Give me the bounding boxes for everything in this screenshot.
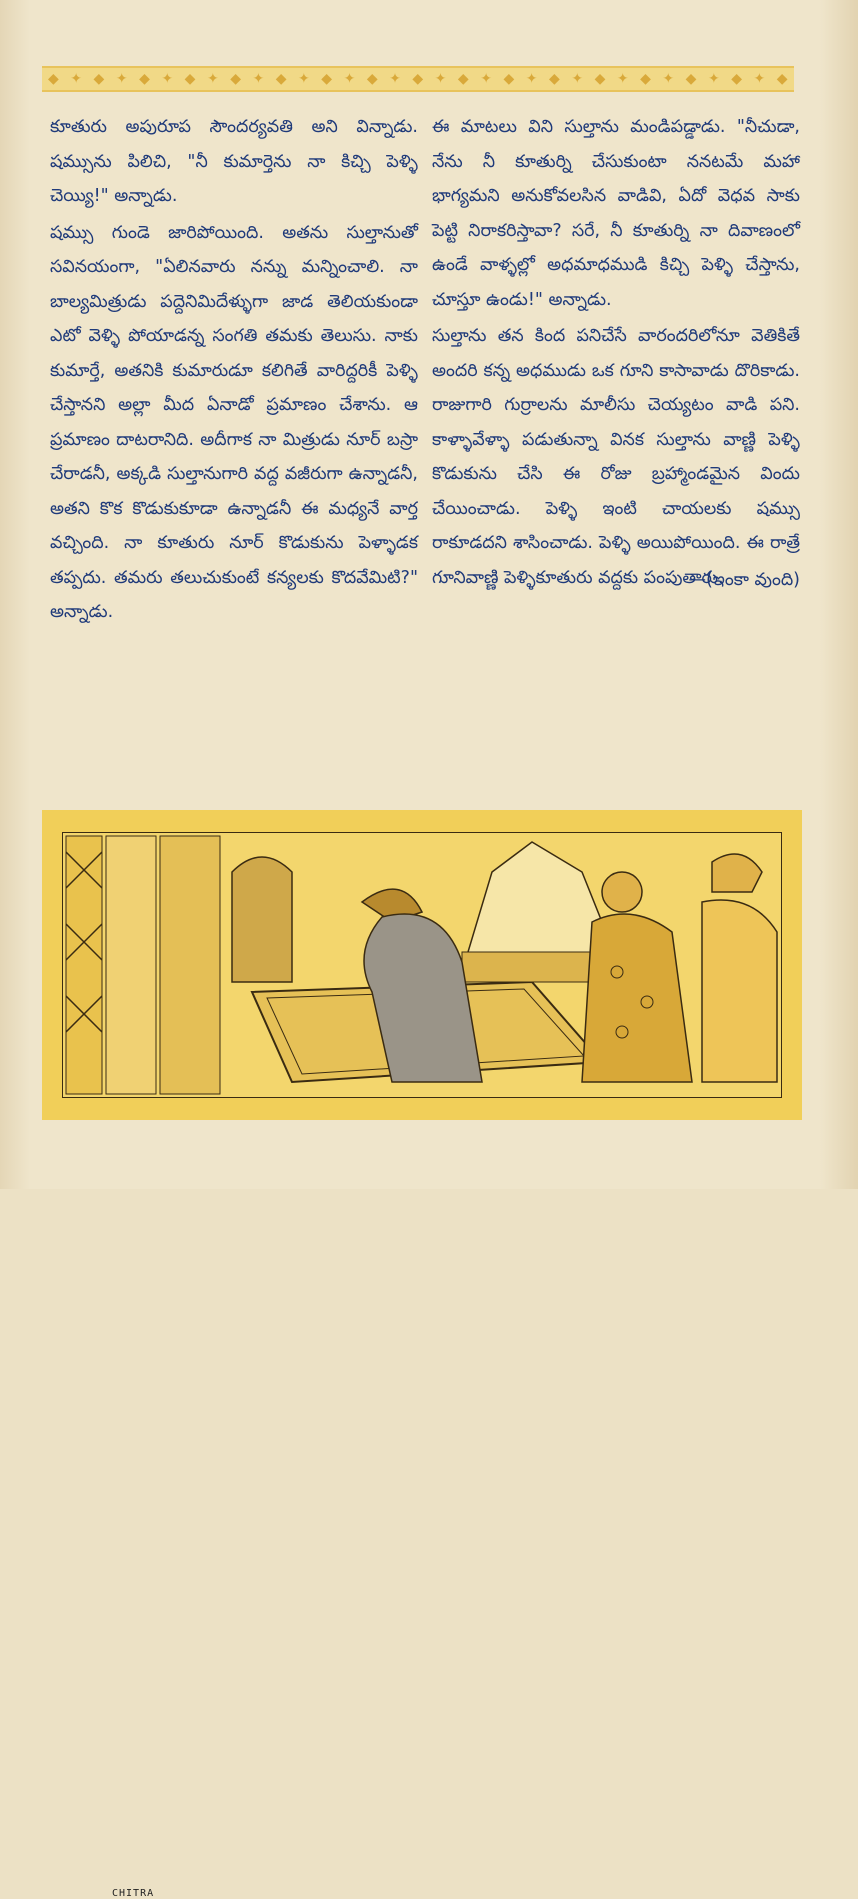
palace-scene-drawing xyxy=(62,832,782,1098)
left-paragraph-1: కూతురు అపురూప సౌందర్యవతి అని విన్నాడు. షమ్సును పిలిచి, "నీ కుమార్తెను నా కిచ్చి పెళ్ళి చెయ్యి!" అన్నాడు. xyxy=(50,117,418,206)
to-be-continued: —(ఇంకా వుంది) xyxy=(688,570,800,590)
lattice-panel xyxy=(66,836,220,1094)
right-paragraph-2: సుల్తాను తన కింద పనిచేసే వారందరిలోనూ వెతికితే అందరి కన్న అధముడు ఒక గూని కాసావాడు దొరికాడు. రాజుగారి గుర్రాలను మాలీసు చెయ్యటం వాడి పని. కాళ్ళావేళ్ళా పడుతున్నా వినక సుల్తాను వాణ్ణి పెళ్ళి కొడుకును చేసి ఈ రోజు బ్రహ్మాండమైన విందు చేయించాడు. పెళ్ళి ఇంటి చాయలకు షమ్సు రాకూడదని శాసించాడు. పెళ్ళి అయిపోయింది. ఈ రాత్రే గూనివాణ్ణి పెళ్ళికూతురు వద్దకు పంపుతారు. xyxy=(432,326,800,588)
right-paragraph-1: ఈ మాటలు విని సుల్తాను మండిపడ్డాడు. "నీచుడా, నేను నీ కూతుర్ని చేసుకుంటా ననటమే మహా భాగ్యమని అనుకోవలసిన వాడివి, ఏదో వెధవ సాకు పెట్టి నిరాకరిస్తావా? సరే, నీ కూతుర్ని నా దివాణంలో ఉండే వాళ్ళల్లో అధమాధముడి కిచ్చి పెళ్ళి చేస్తాను, చూస్తూ ఉండు!" అన్నాడు. xyxy=(432,117,800,310)
decorative-border-band: ◆ ✦ ◆ ✦ ◆ ✦ ◆ ✦ ◆ ✦ ◆ ✦ ◆ ✦ ◆ ✦ ◆ ✦ ◆ ✦ ◆ ✦ ◆ ✦ ◆ ✦ ◆ ✦ ◆ ✦ ◆ ✦ ◆ xyxy=(42,66,794,92)
story-illustration xyxy=(42,810,802,1899)
arch-alcove xyxy=(232,857,292,982)
left-paragraph-2: షమ్సు గుండె జారిపోయింది. అతను సుల్తానుతో సవినయంగా, "ఏలినవారు నన్ను మన్నించాలి. నా బాల్యమిత్రుడు పద్దెనిమిదేళ్ళుగా జాడ తెలియకుండా ఎటో వెళ్ళి పోయాడన్న సంగతి తమకు తెలుసు. నాకు కుమార్తే, అతనికి కుమారుడూ కలిగితే వారిద్దరికీ పెళ్ళి చేస్తానని అల్లా మీద ఏనాడో ప్రమాణం చేశాను. ఆ ప్రమాణం దాటరానిది. అదీగాక నా మిత్రుడు నూర్ బస్రా చేరాడనీ, అక్కడి సుల్తానుగారి వద్ద వజీరుగా ఉన్నాడనీ, అతని కొక కొడుకుకూడా ఉన్నాడనీ ఈ మధ్యనే వార్త వచ్చింది. నా కూతురు నూర్ కొడుకును పెళ్ళాడక తప్పదు. తమరు తలుచుకుంటే కన్యలకు కొదవేమిటి?" అన్నాడు. xyxy=(50,222,418,622)
left-text-column xyxy=(50,110,418,632)
artist-signature: CHITRA xyxy=(112,1888,155,1899)
right-text-column xyxy=(432,110,800,598)
